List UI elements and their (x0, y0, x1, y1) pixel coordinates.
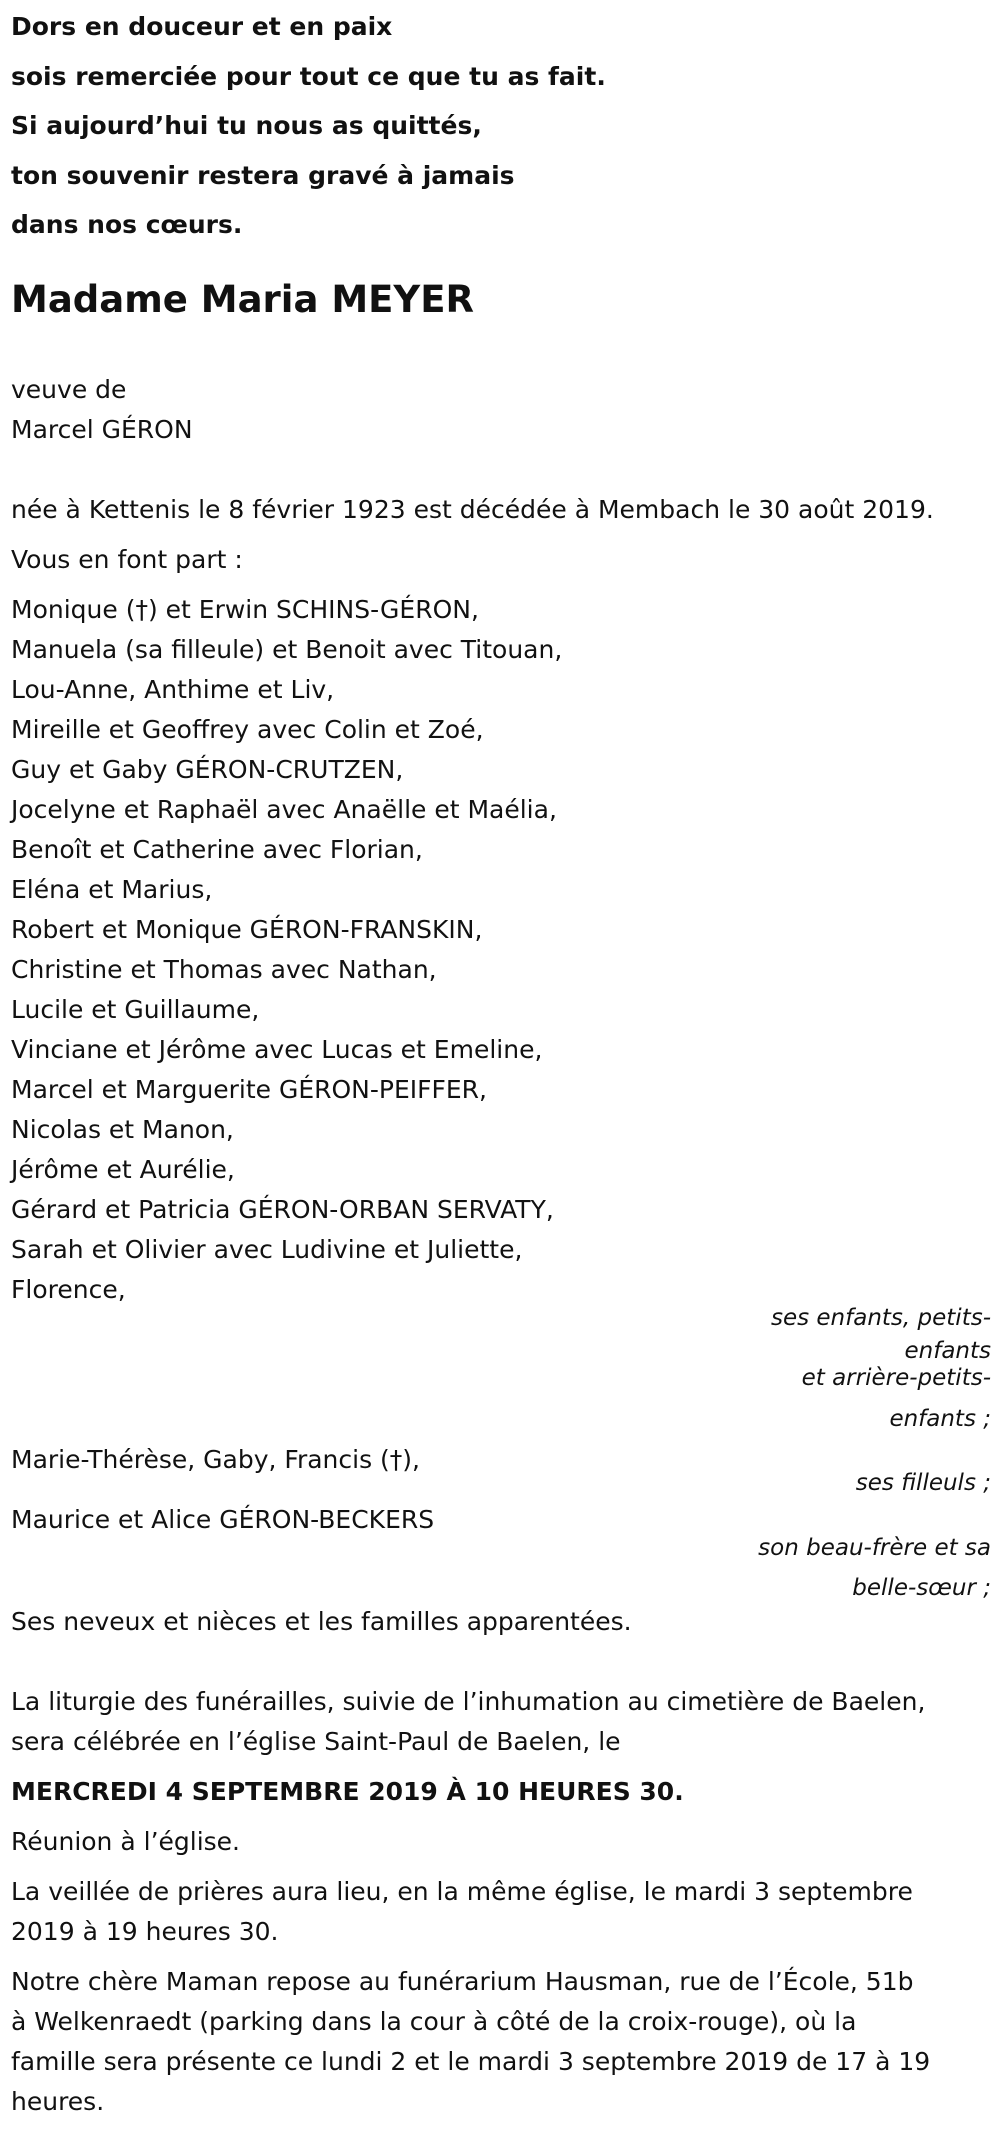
poem-line: Dors en douceur et en paix (11, 12, 393, 41)
meeting-line: Réunion à l’église. (11, 1827, 241, 1856)
poem (11, 0, 991, 250)
announce-line: Vous en font part : (11, 545, 243, 574)
vigil-line: La veillée de prières aura lieu, en la même église, le mardi 3 septembre (11, 1877, 913, 1906)
ceremony-datetime: MERCREDI 4 SEPTEMBRE 2019 À 10 HEURES 30. (11, 1777, 684, 1806)
family-line: Eléna et Marius, (11, 875, 213, 904)
liturgy-line: sera célébrée en l’église Saint-Paul de Baelen, le (11, 1727, 621, 1756)
family-line: Nicolas et Manon, (11, 1115, 234, 1144)
relation-text: enfants (904, 1338, 991, 1364)
birth-death-line: née à Kettenis le 8 février 1923 est décédée à Membach le 30 août 2019. (11, 495, 934, 524)
family-line: Lucile et Guillaume, (11, 995, 260, 1024)
godchildren-names: Marie-Thérèse, Gaby, Francis (†), (11, 1445, 420, 1474)
family-line: Lou-Anne, Anthime et Liv, (11, 675, 335, 704)
family-line: Robert et Monique GÉRON-FRANSKIN, (11, 915, 483, 944)
family-line: Mireille et Geoffrey avec Colin et Zoé, (11, 715, 484, 744)
family-line: Marcel et Marguerite GÉRON-PEIFFER, (11, 1075, 488, 1104)
relation-great-grandchildren (671, 1360, 991, 1438)
family-line: Sarah et Olivier avec Ludivine et Juliette, (11, 1235, 523, 1264)
family-line: Guy et Gaby GÉRON-CRUTZEN, (11, 755, 404, 784)
obituary-notice (11, 0, 991, 2116)
relation-godchildren (671, 1465, 991, 1502)
family-line: Monique (†) et Erwin SCHINS-GÉRON, (11, 595, 479, 624)
relation-text: enfants ; (889, 1406, 991, 1432)
family-line: Jocelyne et Raphaël avec Anaëlle et Maélia, (11, 795, 557, 824)
family-line: Gérard et Patricia GÉRON-ORBAN SERVATY, (11, 1195, 554, 1224)
rest-line: heures. (11, 2087, 105, 2116)
relation-text: et arrière-petits- (801, 1365, 991, 1391)
relation-text: son beau-frère et sa (758, 1535, 991, 1561)
vigil-paragraph (11, 1872, 986, 1952)
extended-family: Ses neveux et nièces et les familles apparentées. (11, 1607, 632, 1636)
family-line: Benoît et Catherine avec Florian, (11, 835, 423, 864)
relation-text: belle-sœur ; (852, 1575, 991, 1601)
family-line: Jérôme et Aurélie, (11, 1155, 235, 1184)
rest-line: Notre chère Maman repose au funérarium Hausman, rue de l’École, 51b (11, 1967, 914, 1996)
poem-line: dans nos cœurs. (11, 210, 243, 239)
family-line: Manuela (sa filleule) et Benoit avec Titouan, (11, 635, 563, 664)
family-line: Christine et Thomas avec Nathan, (11, 955, 437, 984)
widow-label: veuve de (11, 375, 127, 404)
inlaws-names: Maurice et Alice GÉRON-BECKERS (11, 1505, 435, 1534)
relation-text: ses filleuls ; (855, 1470, 991, 1496)
rest-line: famille sera présente ce lundi 2 et le mardi 3 septembre 2019 de 17 à 19 (11, 2047, 931, 2076)
relation-text: ses enfants, petits- (770, 1305, 991, 1331)
rest-paragraph (11, 1962, 986, 2122)
family-line: Florence, (11, 1275, 126, 1304)
poem-line: sois remerciée pour tout ce que tu as fait. (11, 61, 606, 91)
liturgy-line: La liturgie des funérailles, suivie de l’inhumation au cimetière de Baelen, (11, 1687, 926, 1716)
poem-line: Si aujourd’hui tu nous as quittés, (11, 111, 482, 140)
relation-inlaws (671, 1530, 991, 1607)
family-list (11, 590, 562, 1310)
liturgy-paragraph (11, 1682, 986, 1762)
family-line: Vinciane et Jérôme avec Lucas et Emeline, (11, 1035, 543, 1064)
spouse-name: Marcel GÉRON (11, 415, 193, 444)
deceased-name: Madame Maria MEYER (11, 278, 474, 321)
vigil-line: 2019 à 19 heures 30. (11, 1917, 279, 1946)
poem-line: ton souvenir restera gravé à jamais (11, 160, 515, 190)
rest-line: à Welkenraedt (parking dans la cour à côté de la croix-rouge), où la (11, 2007, 857, 2036)
